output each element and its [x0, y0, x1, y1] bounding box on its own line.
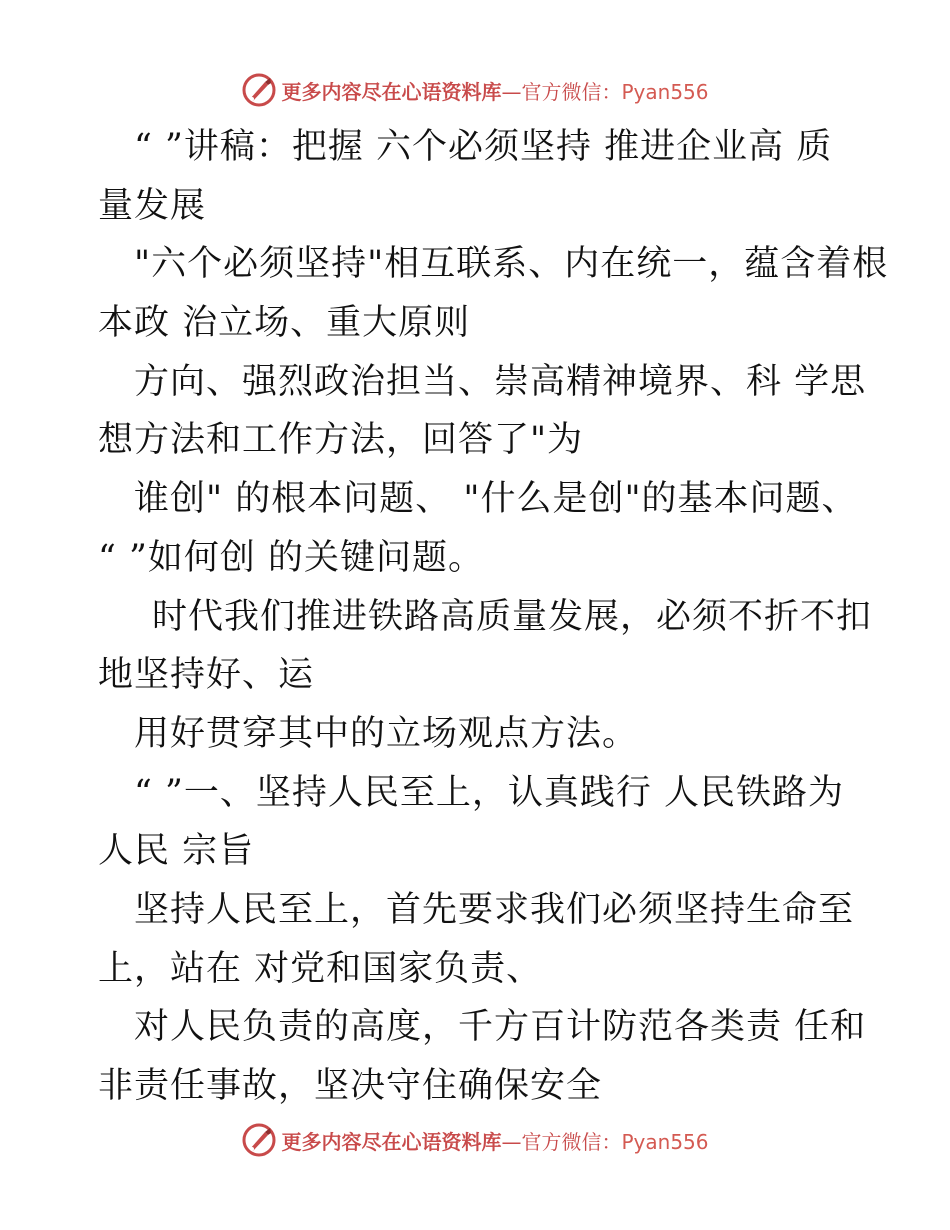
doc-line-17: 非责任事故，坚决守住确保安全	[98, 1066, 603, 1106]
doc-line-6: 想方法和工作方法，回答了"为	[98, 420, 584, 461]
watermark-dash: —	[501, 79, 522, 104]
doc-line-4: 本政 治立场、重大原则	[98, 303, 471, 344]
quill-pen-icon	[241, 1122, 277, 1158]
watermark-text	[281, 1126, 708, 1155]
doc-line-8: “ ”如何创 的关键问题。	[98, 537, 485, 578]
quill-pen-icon	[241, 72, 277, 108]
doc-line-12: “ ”一、坚持人民至上，认真践行 人民铁路为	[134, 772, 845, 813]
doc-line-7: 谁创" 的根本问题、 "什么是创"的基本问题、	[134, 479, 858, 520]
watermark-site-text: 更多内容尽在心语资料库	[281, 1129, 502, 1154]
doc-line-10: 地坚持好、运	[98, 655, 315, 696]
doc-line-11: 用好贯穿其中的立场观点方法。	[134, 713, 639, 754]
doc-line-9: 时代我们推进铁路高质量发展，必须不折不扣	[152, 596, 873, 637]
watermark-wechat-label: 官方微信：	[521, 1129, 622, 1154]
doc-line-13: 人民 宗旨	[98, 831, 255, 872]
watermark-dash: —	[501, 1129, 522, 1154]
watermark-wechat-id: Pyan556	[621, 79, 709, 104]
doc-line-5: 方向、强烈政治担当、崇高精神境界、科 学思	[134, 361, 867, 402]
header-watermark-banner	[0, 68, 950, 112]
doc-line-15: 上，站在 对党和国家负责、	[98, 948, 543, 989]
doc-line-14: 坚持人民至上，首先要求我们必须坚持生命至	[134, 889, 855, 930]
watermark-wechat-id: Pyan556	[621, 1129, 709, 1154]
document-body	[98, 118, 889, 1116]
watermark-text	[281, 76, 708, 105]
watermark-wechat-label: 官方微信：	[521, 79, 622, 104]
doc-line-2: 量发展	[98, 185, 207, 226]
doc-line-3: "六个必须坚持"相互联系、内在统一，蕴含着根	[134, 244, 889, 285]
watermark-site-text: 更多内容尽在心语资料库	[281, 79, 502, 104]
doc-line-1: “ ”讲稿：把握 六个必须坚持 推进企业高 质	[134, 127, 833, 167]
doc-line-16: 对人民负责的高度，千方百计防范各类责 任和	[134, 1007, 867, 1048]
footer-watermark-banner	[0, 1118, 950, 1162]
